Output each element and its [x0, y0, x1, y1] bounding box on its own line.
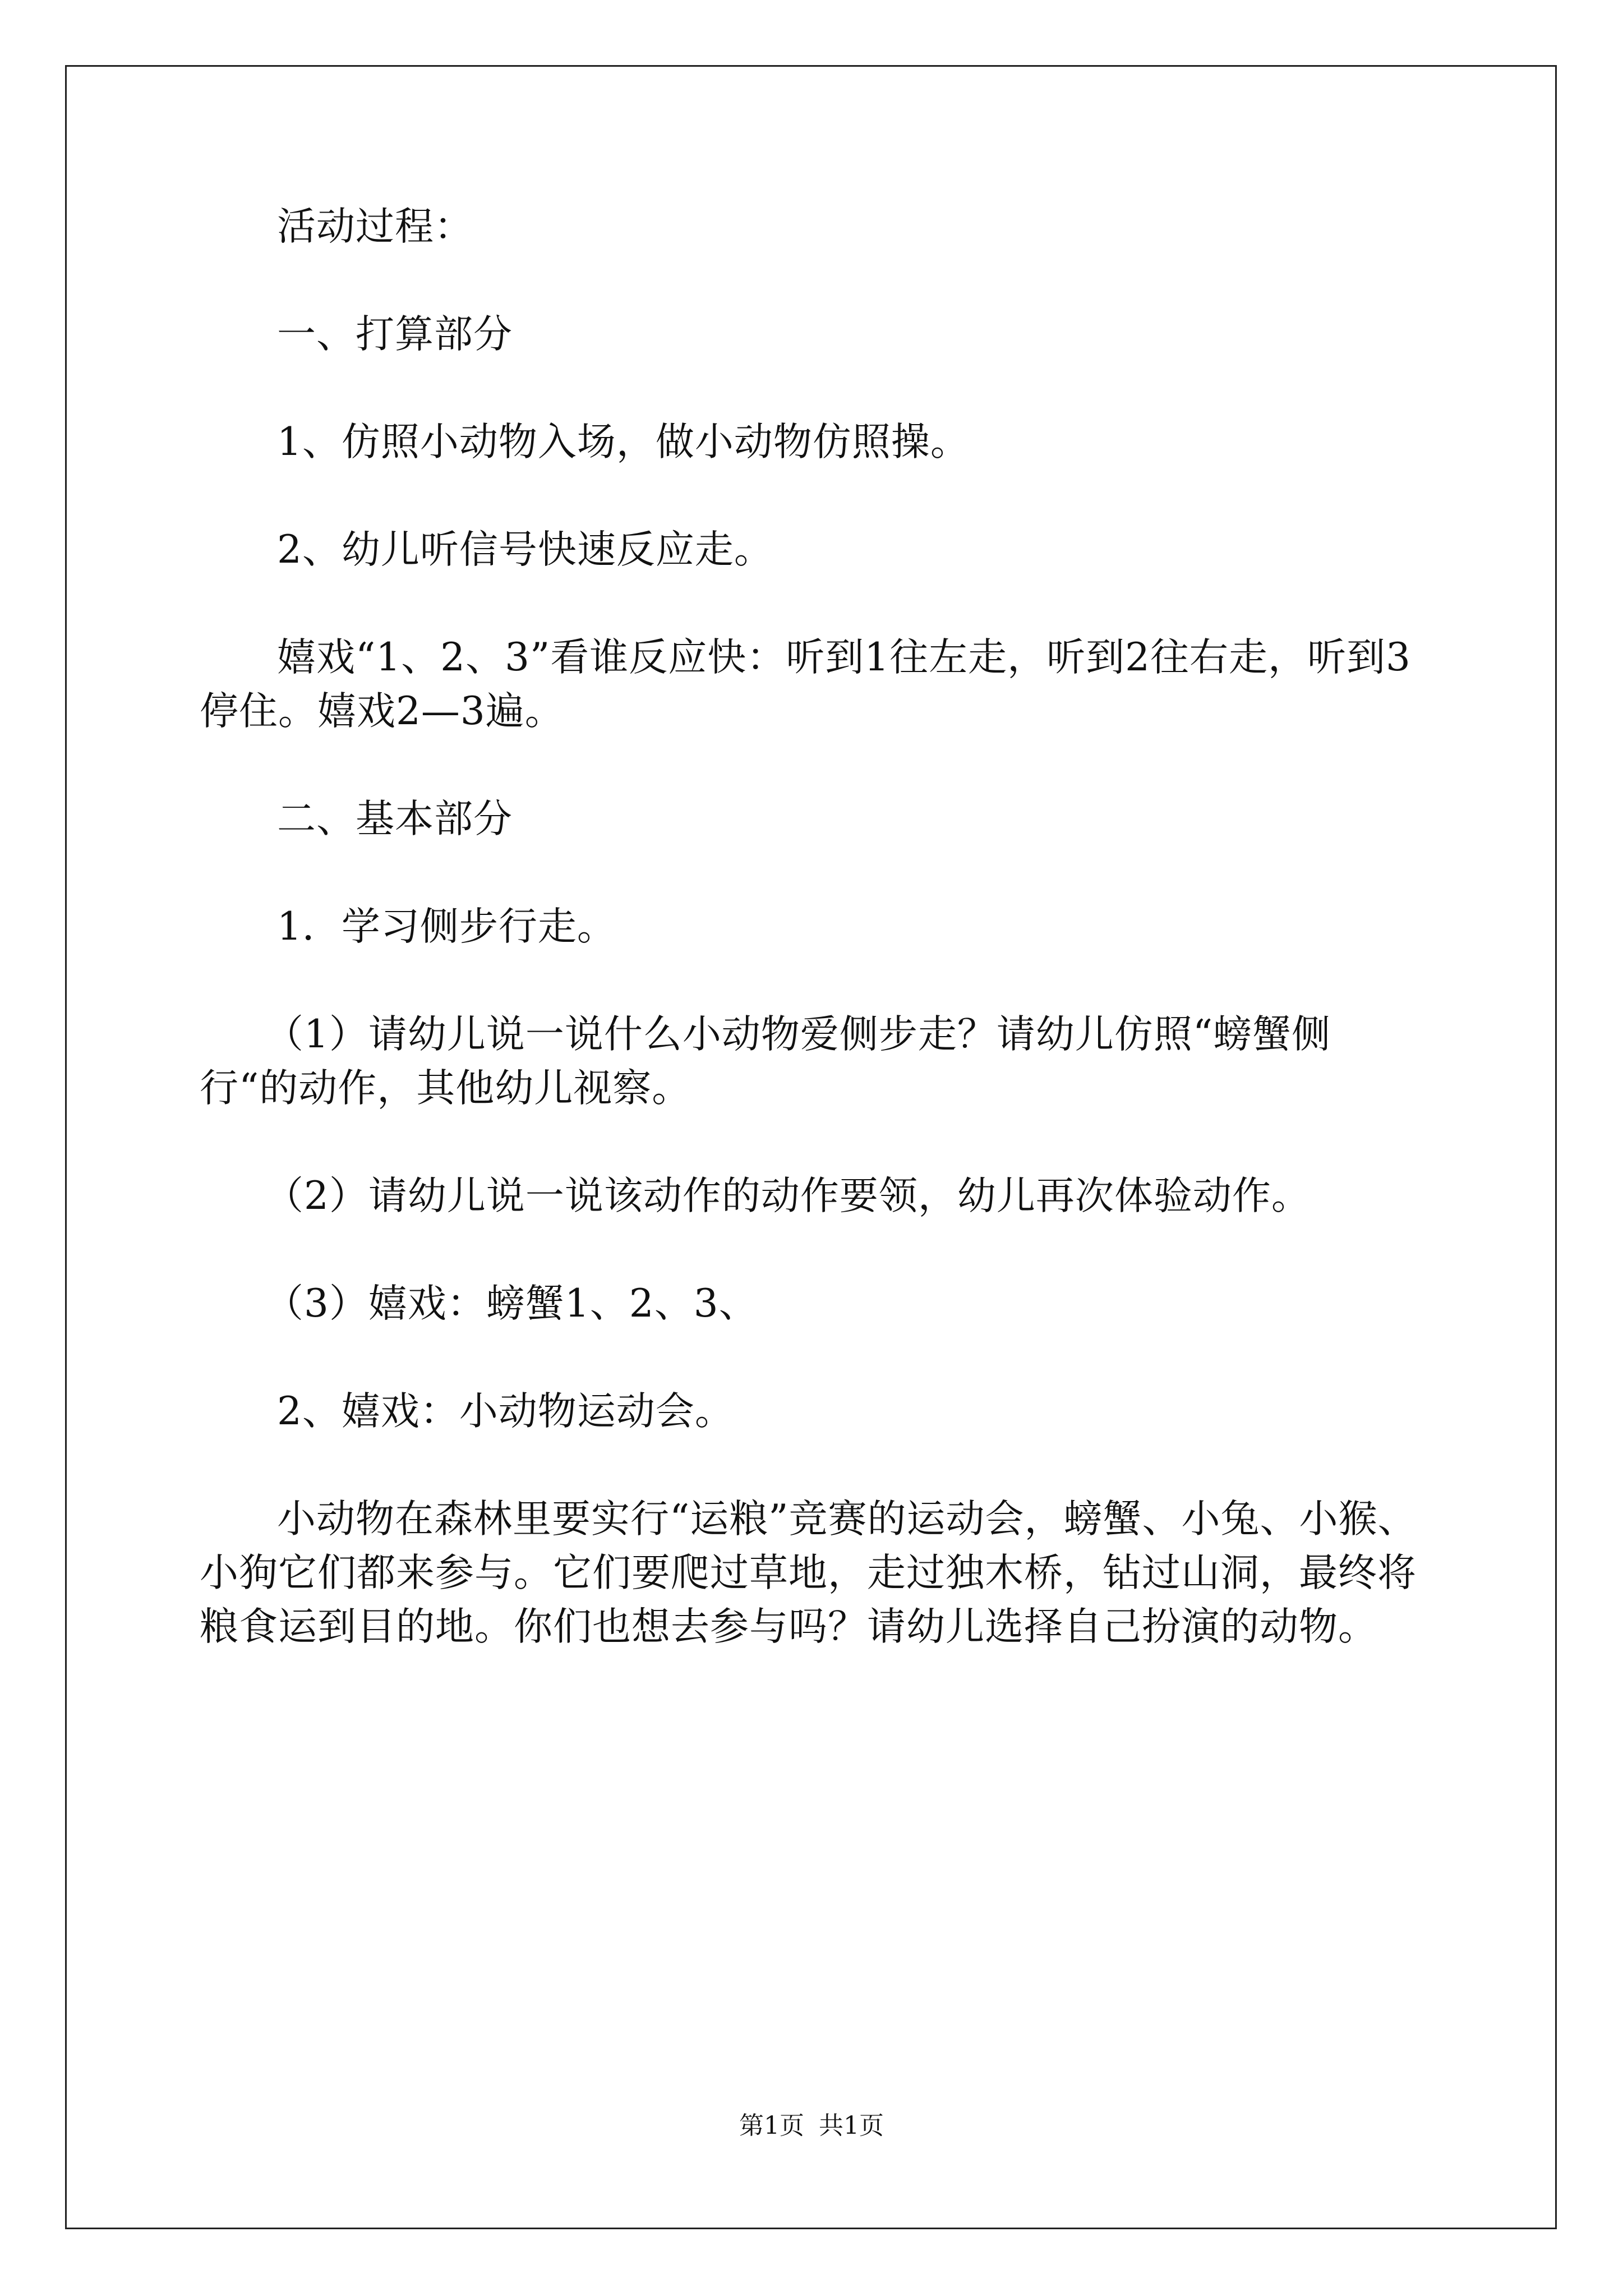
- document-body: [200, 200, 1428, 1708]
- section-heading-activity-process: 活动过程：: [277, 204, 473, 249]
- page-footer: [0, 2109, 1623, 2143]
- section-heading-basic: 二、基本部分: [277, 797, 513, 841]
- paragraph-substep-2: （2）请幼儿说一说该动作的动作要领，幼儿再次体验动作。: [265, 1174, 1311, 1218]
- page-total: 共1页: [819, 2111, 884, 2140]
- page-number: 第1页: [739, 2111, 804, 2140]
- section-heading-preparation: 一、打算部分: [277, 312, 513, 357]
- paragraph-step-1: 1、仿照小动物入场，做小动物仿照操。: [277, 420, 970, 464]
- paragraph-sports-meet-description: 小动物在森林里要实行“运粮”竞赛的运动会，螃蟹、小兔、小猴、小狗它们都来参与。它们要爬过草地，走过独木桥，钻过山洞，最终将粮食运到目的地。你们也想去参与吗？请幼儿选择自己扮演的动物。: [200, 1497, 1417, 1649]
- paragraph-game-sports-meet: 2、嬉戏：小动物运动会。: [277, 1389, 734, 1434]
- paragraph-substep-1: （1）请幼儿说一说什么小动物爱侧步走？请幼儿仿照“螃蟹侧行“的动作，其他幼儿视察。: [200, 1012, 1331, 1111]
- paragraph-substep-3: （3）嬉戏：螃蟹1、2、3、: [265, 1281, 758, 1326]
- paragraph-step-2: 2、幼儿听信号快速反应走。: [277, 527, 773, 572]
- paragraph-game-123: 嬉戏“1、2、3”看谁反应快：听到1往左走，听到2往右走，听到3停住。嬉戏2—3遍。: [200, 635, 1411, 734]
- paragraph-side-step: 1．学习侧步行走。: [277, 904, 616, 949]
